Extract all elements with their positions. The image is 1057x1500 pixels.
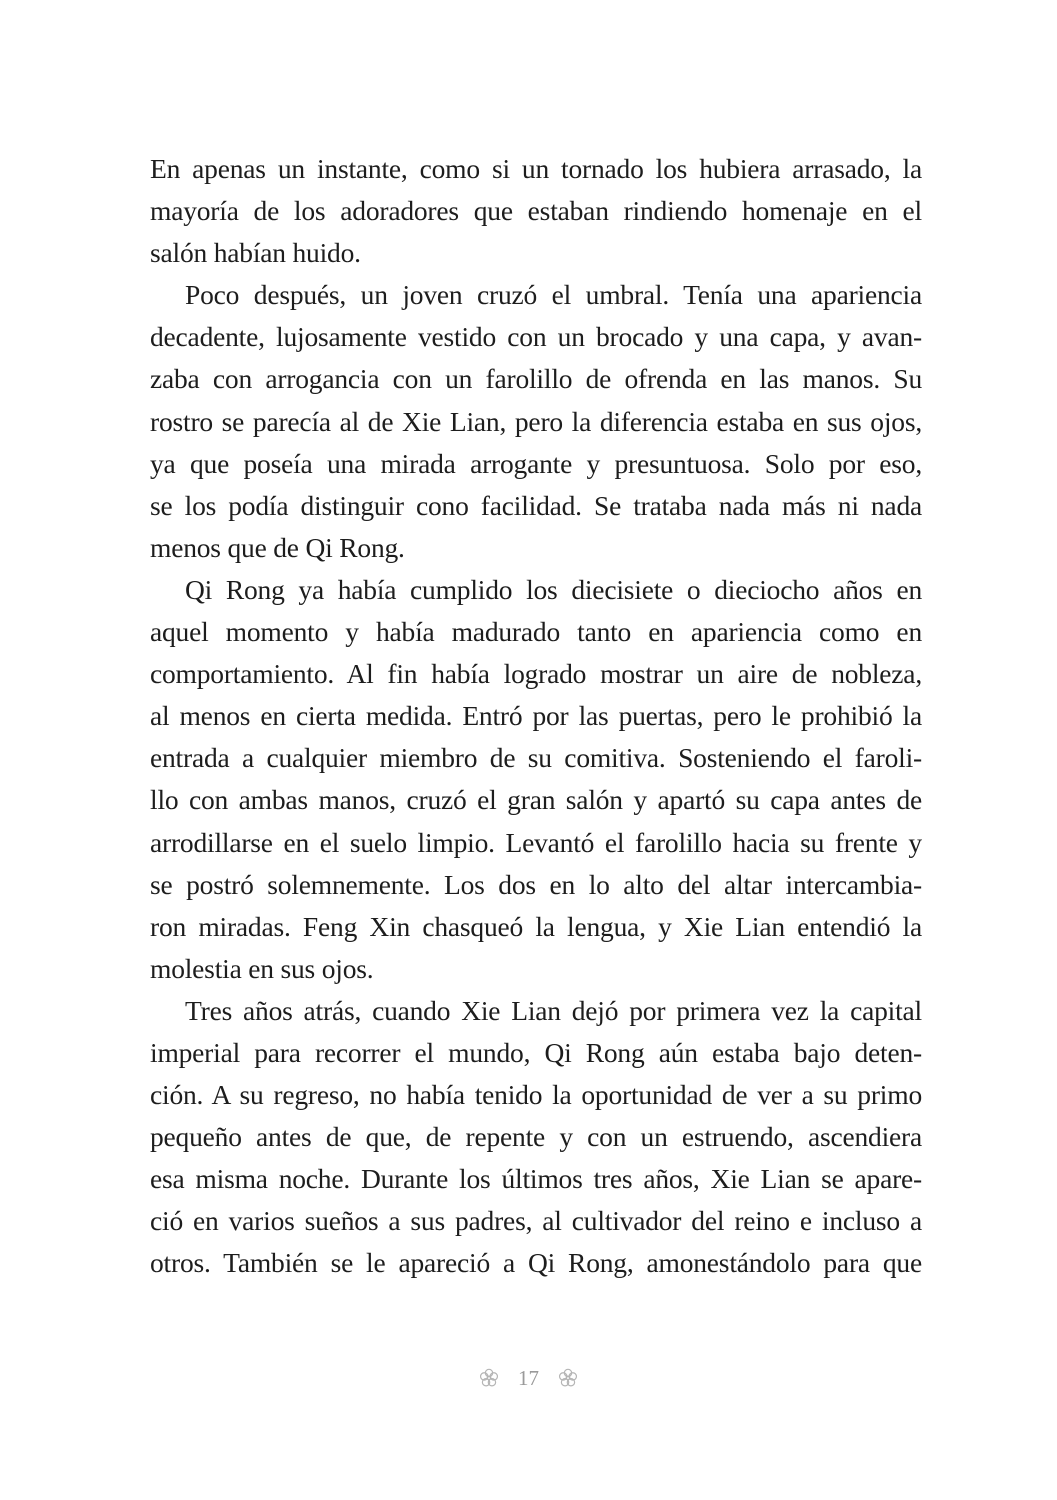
text-line: Tres años atrás, cuando Xie Lian dejó por primera vez la capital (185, 994, 922, 1026)
paragraph (150, 274, 922, 569)
flower-ornament-icon (557, 1367, 579, 1389)
text-line: menos que de Qi Rong. (150, 531, 405, 563)
text-line: comportamiento. Al fin había logrado mostrar un aire de nobleza, (150, 658, 922, 690)
text-line: molestia en sus ojos. (150, 952, 374, 984)
text-line: se postró solemnemente. Los dos en lo alto del altar intercambia- (150, 868, 922, 900)
text-line: decadente, lujosamente vestido con un brocado y una capa, y avan- (150, 321, 922, 353)
paragraph (150, 148, 922, 274)
text-line: ron miradas. Feng Xin chasqueó la lengua, y Xie Lian entendió la (150, 910, 922, 942)
text-line: pequeño antes de que, de repente y con un estruendo, ascendiera (150, 1121, 922, 1153)
text-line: se los podía distinguir cono facilidad. Se trataba nada más ni nada (150, 489, 922, 521)
text-line: imperial para recorrer el mundo, Qi Rong aún estaba bajo deten- (150, 1036, 922, 1068)
text-line: salón habían huido. (150, 237, 361, 269)
text-line: otros. También se le apareció a Qi Rong, amonestándolo para que (150, 1247, 922, 1279)
text-line: aquel momento y había madurado tanto en apariencia como en (150, 616, 922, 648)
text-line: arrodillarse en el suelo limpio. Levantó el farolillo hacia su frente y (150, 826, 922, 858)
page-body (150, 148, 922, 1285)
text-line: Qi Rong ya había cumplido los diecisiete o dieciocho años en (185, 573, 922, 605)
text-line: ció en varios sueños a sus padres, al cultivador del reino e incluso a (150, 1205, 922, 1237)
text-line: llo con ambas manos, cruzó el gran salón y apartó su capa antes de (150, 784, 922, 816)
text-line: Poco después, un joven cruzó el umbral. Tenía una apariencia (185, 279, 922, 311)
text-line: entrada a cualquier miembro de su comitiva. Sosteniendo el faroli- (150, 742, 922, 774)
text-line: rostro se parecía al de Xie Lian, pero la diferencia estaba en sus ojos, (150, 405, 922, 437)
paragraph (150, 990, 922, 1285)
text-line: al menos en cierta medida. Entró por las puertas, pero le prohibió la (150, 700, 922, 732)
paragraph (150, 569, 922, 990)
text-line: ya que poseía una mirada arrogante y presuntuosa. Solo por eso, (150, 447, 922, 479)
page-footer (0, 1360, 1057, 1396)
page-number: 17 (518, 1365, 539, 1390)
text-line: zaba con arrogancia con un farolillo de ofrenda en las manos. Su (150, 363, 922, 395)
text-line: esa misma noche. Durante los últimos tres años, Xie Lian se apare- (150, 1163, 922, 1195)
text-line: ción. A su regreso, no había tenido la oportunidad de ver a su primo (150, 1079, 922, 1111)
flower-ornament-icon (478, 1367, 500, 1389)
text-line: mayoría de los adoradores que estaban rindiendo homenaje en el (150, 195, 922, 227)
text-line: En apenas un instante, como si un tornado los hubiera arrasado, la (150, 153, 922, 184)
